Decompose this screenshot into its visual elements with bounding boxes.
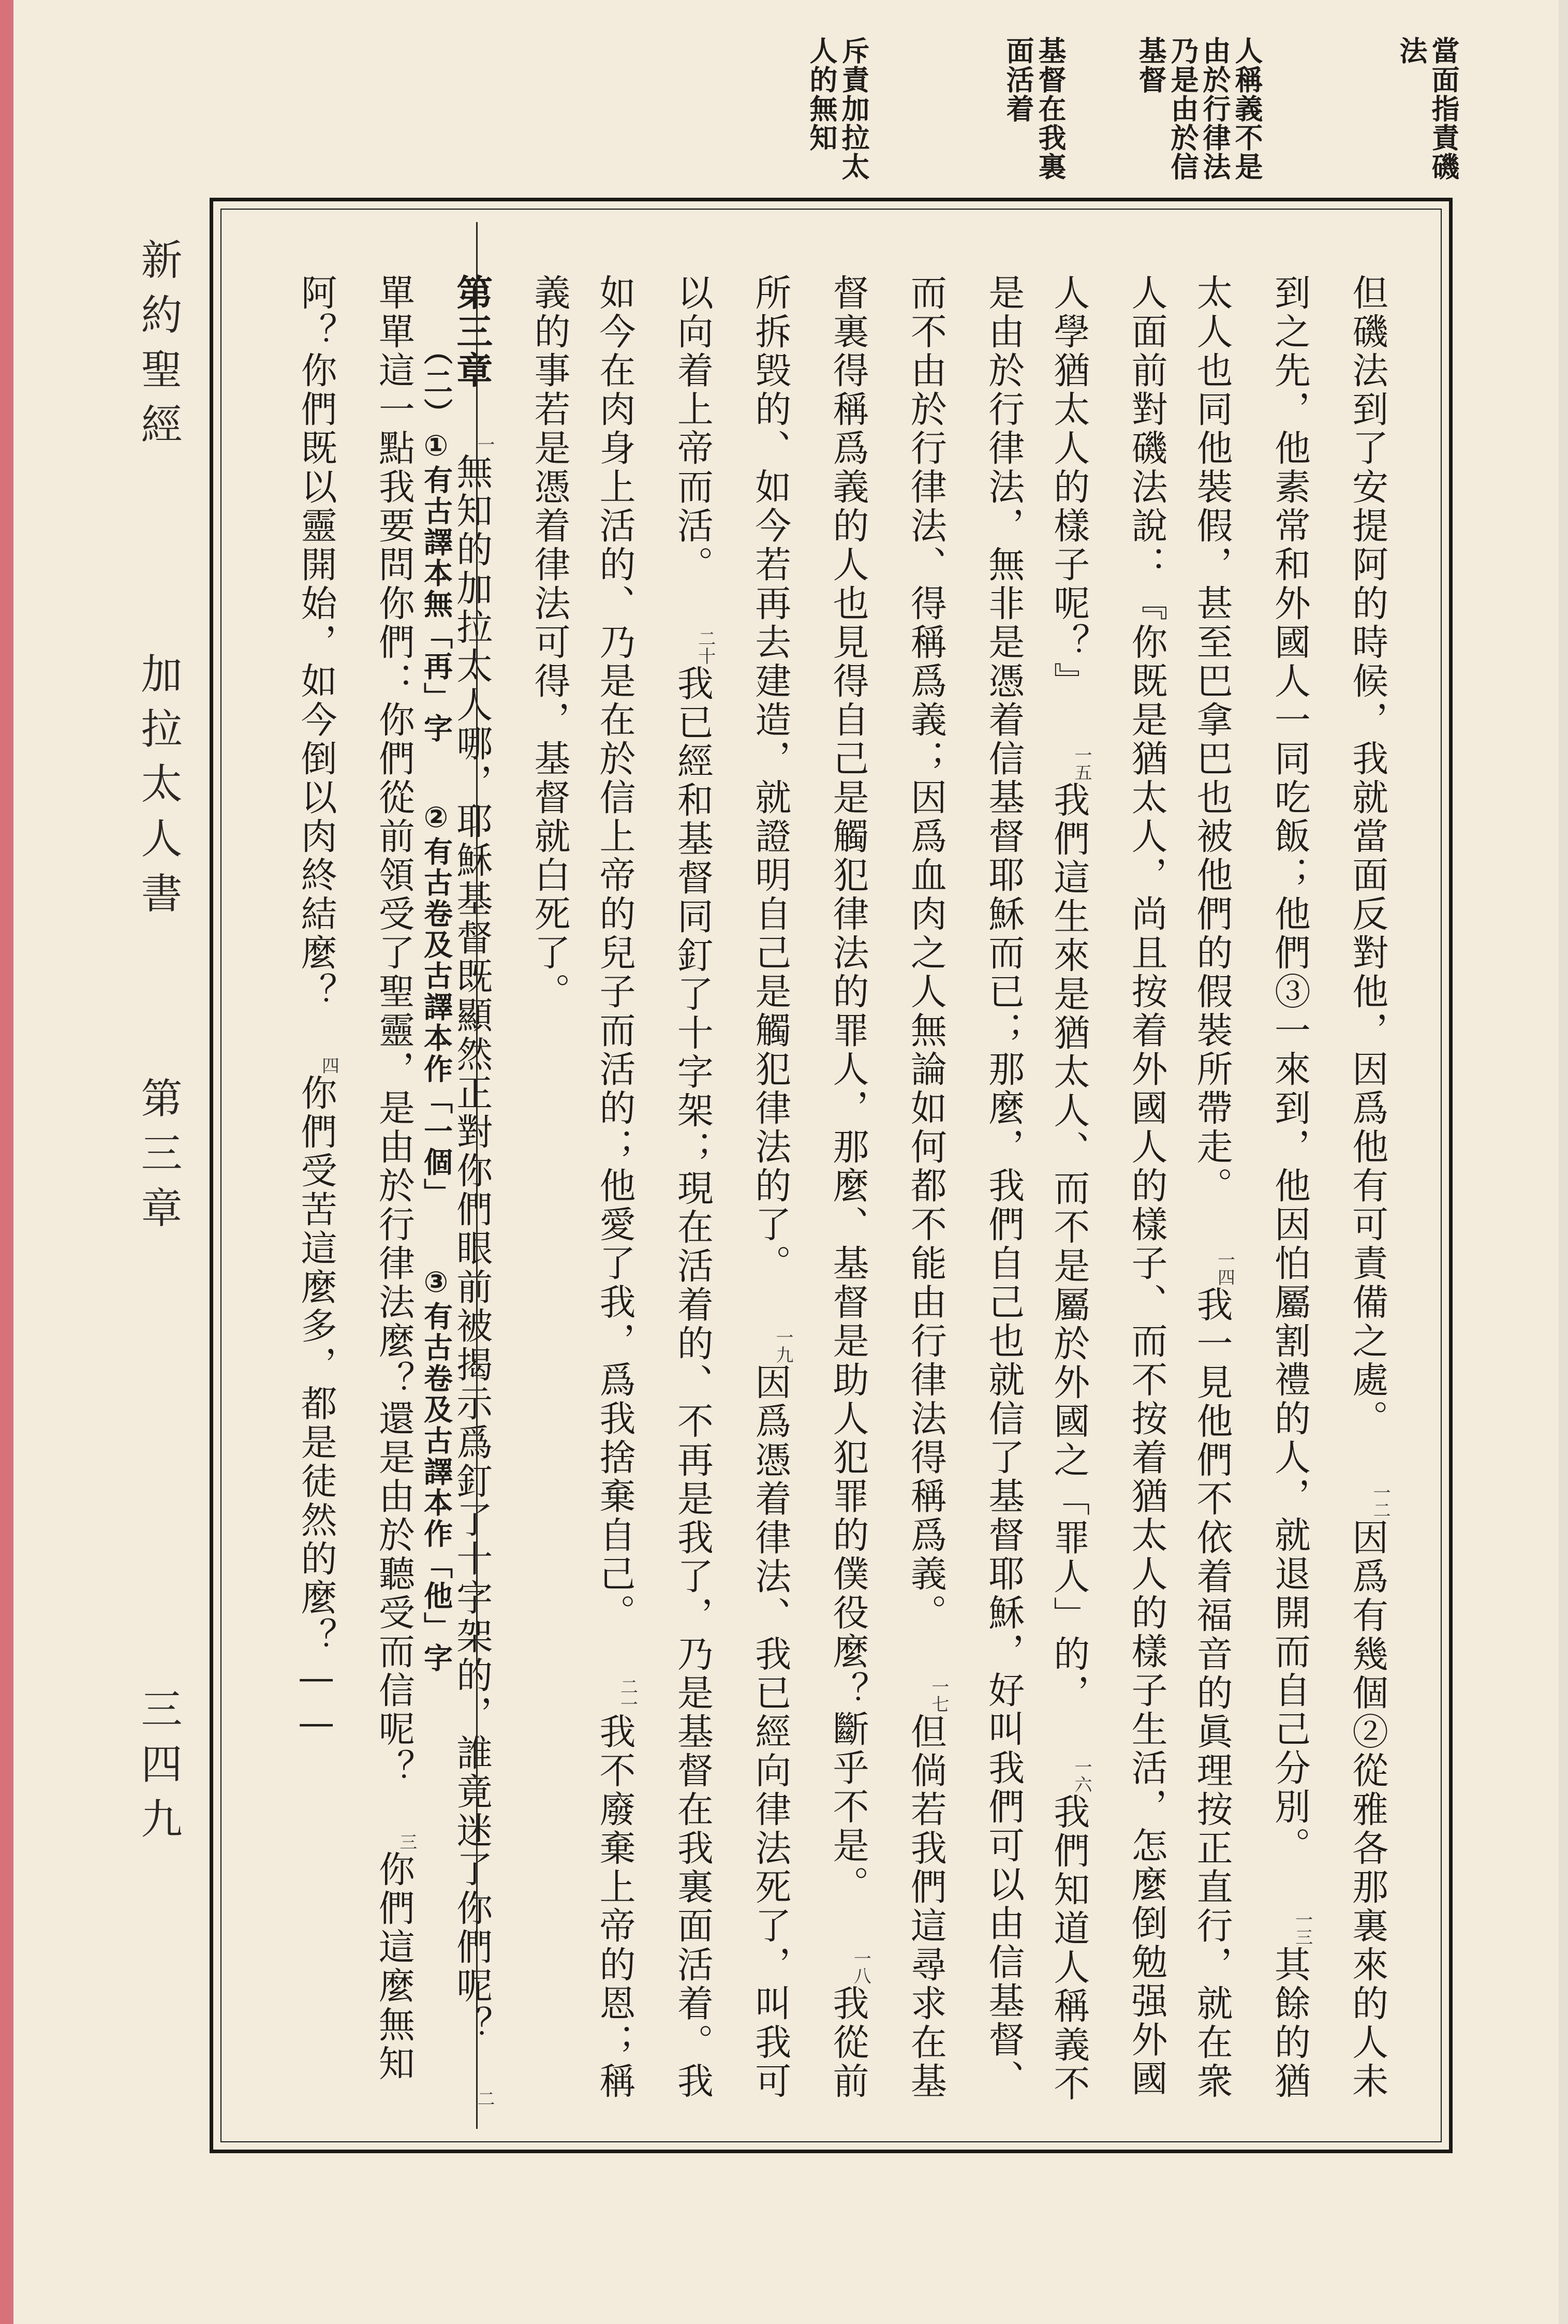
verse-number: 二一 [617, 1678, 638, 1713]
verse-text: 我們這生來是猶太人、而不是屬於外國之「罪人」的， [1047, 781, 1090, 1713]
running-head-book: 新約聖經 [134, 238, 182, 458]
verse-number: 二 [474, 2090, 495, 2107]
verse-number: 一八 [850, 1949, 871, 1984]
side-note-1: 當面指責磯法 [1395, 36, 1460, 181]
verse-number: 一九 [773, 1328, 794, 1363]
verse-text: 其餘的猶太人也同他裝假，甚至巴拿巴也被他們的假裝所帶走。 [1191, 274, 1311, 2101]
side-note-2: 人稱義不是由於行律法乃是由於信基督 [1134, 36, 1263, 181]
footnotes [415, 336, 456, 2096]
page-edge-stain [0, 0, 13, 2324]
verse-text: 無知的加拉太人哪，耶穌基督既顯然正對你們眼前被揭示爲釘了十字架的，誰竟迷了你們呢？ [450, 453, 493, 2044]
running-head [114, 238, 197, 2215]
side-notes [342, 36, 1459, 192]
verse-text: 但磯法到了安提阿的時候，我就當面反對他，因爲他有可責備之處。 [1346, 274, 1389, 1438]
footnote-2: ②有古卷及古譯本作「一個」 [419, 801, 453, 1209]
footnote-1: （二）①有古譯本無「再」字 [419, 336, 453, 744]
verse-number: 一五 [1071, 746, 1092, 781]
verse-text: 因爲有幾個②從雅各那裏來的人未到之先，他素常和外國人一同吃飯；他們③一來到，他因怕屬割禮的人，就退開而自己分別。 [1268, 274, 1389, 2101]
page-number: 三四九 [134, 1687, 182, 1852]
footnote-3: ③有古卷及古譯本作「他」字 [419, 1266, 453, 1674]
verse-number: 一七 [928, 1678, 949, 1713]
verse-number: 三 [396, 1833, 417, 1850]
verse-number: 二十 [694, 629, 716, 665]
verse-text: 但倘若我們這尋求在基督裏得稱爲義的人也見得自己是觸犯律法的罪人，那麼、基督是助人犯罪的僕役麼？斷乎不是。 [827, 274, 948, 2101]
verse-text: 我一見他們不依着福音的眞理按正直行，就在衆人面前對磯法說：『你既是猶太人，尚且按着外國人的樣子、而不按着猶太人的樣子生活，怎麼倒勉强外國人學猶太人的樣子呢？』 [1047, 274, 1234, 2101]
verse-number: 一三 [1292, 1910, 1313, 1946]
chapter-heading: 第三章 [450, 274, 493, 390]
verse-text: 你們這麼無知阿？你們既以靈開始，如今倒以肉終結麼？ [295, 274, 416, 2083]
side-note-3: 基督在我裏面活着 [1002, 36, 1067, 181]
verse-number: 四 [318, 1056, 339, 1074]
verse-number: 一六 [1071, 1758, 1092, 1793]
footnote-divider [476, 222, 478, 2129]
running-head-title: 加拉太人書 [134, 652, 182, 926]
verse-number: 一 [474, 435, 495, 453]
verse-number: 一四 [1214, 1251, 1235, 1286]
text-frame [210, 198, 1453, 2153]
verse-text: 單單這一點我要問你們：你們從前領受了聖靈，是由於行律法麼？還是由於聽受而信呢？ [373, 274, 416, 1788]
verse-text: 我已經和基督同釘了十字架；現在活着的、不再是我了，乃是基督在我裏面活着。我如今在肉身上活的、乃是在於信上帝的兒子而活的；他愛了我，爲我捨棄自己。 [594, 274, 714, 2101]
scripture-body [295, 274, 1413, 2124]
verse-text: 你們受苦這麼多，都是徒然的麼？—— [295, 1074, 338, 1746]
verse-text: 因爲憑着律法、我已經向律法死了，叫我可以向着上帝而活。 [671, 274, 792, 2101]
running-head-chapter: 第三章 [134, 1077, 182, 1241]
verse-text: 我從前所拆毁的、如今若再去建造，就證明自己是觸犯律法的了。 [749, 274, 870, 2101]
verse-number: 一二 [1370, 1483, 1391, 1519]
side-note-4: 斥責加拉太人的無知 [805, 36, 870, 181]
verse-text: 我們知道人稱義不是由於行律法，無非是憑着信基督耶穌而已；那麼，我們自己也就信了基督耶穌，好叫我們可以由信基督、而不由於行律法、得稱爲義；因爲血肉之人無論如何都不能由行律法得稱爲義。 [905, 274, 1090, 2104]
verse-text: 我不廢棄上帝的恩；稱義的事若是憑着律法可得，基督就白死了。 [528, 274, 637, 2101]
page-edge-right [1559, 0, 1568, 2324]
